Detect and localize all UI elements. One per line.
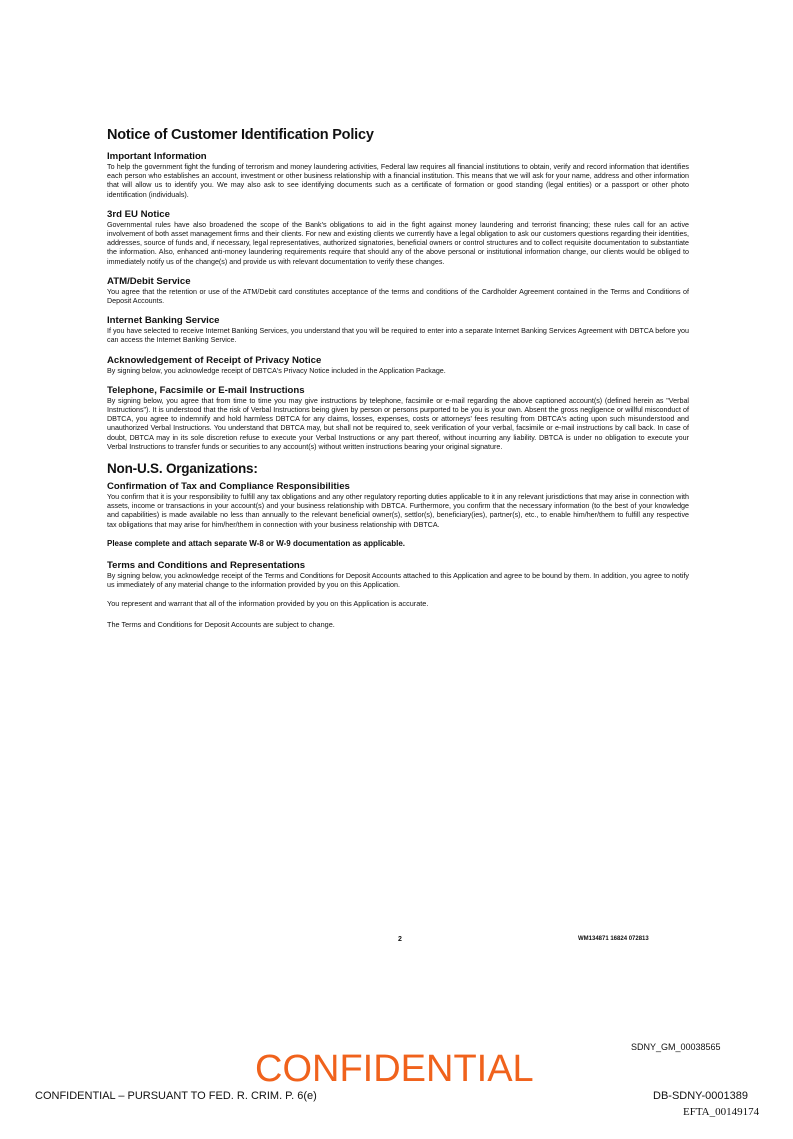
section-text: By signing below, you acknowledge receipt of DBTCA's Privacy Notice included in the Application Package. [107, 366, 446, 375]
section-heading: Terms and Conditions and Representations [107, 559, 306, 571]
non-us-heading: Non-U.S. Organizations: [107, 461, 258, 477]
bates-number-top: SDNY_GM_00038565 [631, 1042, 721, 1052]
form-code: WM134871 16824 072813 [578, 936, 649, 942]
section-heading: Telephone, Facsimile or E-mail Instructions [107, 384, 305, 396]
section-atm-debit [107, 276, 689, 306]
section-text: To help the government fight the funding of terrorism and money laundering activities, Federal law requires all financial institutions to obtain, verify and record information that identifies each person who establishes an account, investment or other business relationship with a financial institution. This means that we will ask for your name, address and other information that will allow us to identify you. We may also ask to see identifying documents such as a certificate of formation or good standing (legal entities) or a passport or other photo identification (individuals). [107, 163, 689, 199]
section-heading: Acknowledgement of Receipt of Privacy Notice [107, 354, 322, 366]
section-privacy-notice [107, 355, 689, 376]
footer-confidential-notice: CONFIDENTIAL – PURSUANT TO FED. R. CRIM. P. 6(e) [35, 1090, 317, 1102]
section-heading: 3rd EU Notice [107, 208, 170, 220]
section-telephone-instructions [107, 385, 689, 452]
section-text: By signing below, you agree that from time to time you may give instructions by telephone, facsimile or e-mail regarding the above captioned account(s) (defined herein as "Verbal Instructions"). It is understood that the risk of Verbal Instructions being given by person or persons purported to be you is your own. Absent the gross negligence or willful misconduct of DBTCA, you agree to indemnify and hold harmless DBTCA for any claims, losses, expenses, costs or attorneys' fees resulting from DBTCA's acting upon such misunderstood and unauthorized Verbal Instructions. You understand that DBTCA may, but shall not be required to, seek verification of your verbal, facsimile or e-mail instructions by call back. In case of doubt, DBTCA may in its sole discretion refuse to execute your Verbal Instructions or any part thereof, without incurring any liability. DBTCA is under no obligation to execute your Verbal Instructions to transfer funds or securities to any account(s) without written instructions bearing your original signature. [107, 396, 689, 451]
section-heading: ATM/Debit Service [107, 275, 191, 287]
section-heading: Confirmation of Tax and Compliance Responsibilities [107, 481, 350, 493]
efta-number: EFTA_00149174 [683, 1106, 760, 1118]
section-important-information [107, 151, 689, 200]
confidential-stamp: CONFIDENTIAL [255, 1048, 534, 1090]
w8-note: Please complete and attach separate W-8 or W-9 documentation as applicable. [107, 538, 405, 548]
document-body [107, 127, 689, 641]
page-number: 2 [398, 936, 402, 943]
section-text: You agree that the retention or use of the ATM/Debit card constitutes acceptance of the terms and conditions of the Cardholder Agreement contained in the Terms and Conditions of Deposit Accounts. [107, 287, 689, 306]
section-terms-conditions [107, 560, 689, 590]
section-text: If you have selected to receive Internet Banking Services, you understand that you will be required to enter into a separate Internet Banking Services Agreement with DBTCA before you can access the Internet Banking Service. [107, 327, 689, 345]
page-title: Notice of Customer Identification Policy [107, 127, 374, 143]
section-text: By signing below, you acknowledge receipt of the Terms and Conditions for Deposit Accounts attached to this Application and agree to be bound by them. In addition, you agree to notify us immediately of any material change to the information provided by you on this Application. [107, 571, 689, 590]
section-heading: Important Information [107, 151, 207, 162]
footer-bates-number: DB-SDNY-0001389 [653, 1090, 748, 1102]
section-tax-compliance [107, 481, 689, 530]
section-text: You confirm that it is your responsibility to fulfill any tax obligations and any other regulatory reporting duties applicable to it in any relevant jurisdictions that may arise in connection with assets, income or transactions in your account(s) and your business relationship with DBTCA. Furthermore, you confirm that the necessary information (to the best of your knowledge and capabilities) is made available no less than annually to the relevant beneficial owner(s), settlor(s), beneficiary(ies), partner(s), etc., to enable him/her/them to fulfill any respective tax obligations that may arise for him/her/them in connection with your business relationship with DBTCA. [107, 493, 689, 529]
section-internet-banking [107, 315, 689, 345]
subject-to-change-line: The Terms and Conditions for Deposit Accounts are subject to change. [107, 620, 335, 630]
section-3rd-eu-notice [107, 209, 689, 267]
section-heading: Internet Banking Service [107, 315, 220, 327]
represent-warrant-line: You represent and warrant that all of the information provided by you on this Application is accurate. [107, 599, 429, 609]
section-text: Governmental rules have also broadened the scope of the Bank's obligations to aid in the fight against money laundering and terrorist financing; these rules call for an active involvement of both asset management firms and their clients. For new and existing clients we currently have a legal obligation to ask our customers questions regarding their identities, addresses, source of funds and, if necessary, legal representatives, authorized signatories, beneficial owners or control structures and to collect requisite documentation to substantiate the information. Also, enhanced anti-money laundering requirements require that should any of the above personal or institutional information change, our clients would be obliged to immediately notify us of the change(s) and provide us with relevant documentation to verify these changes. [107, 220, 689, 266]
